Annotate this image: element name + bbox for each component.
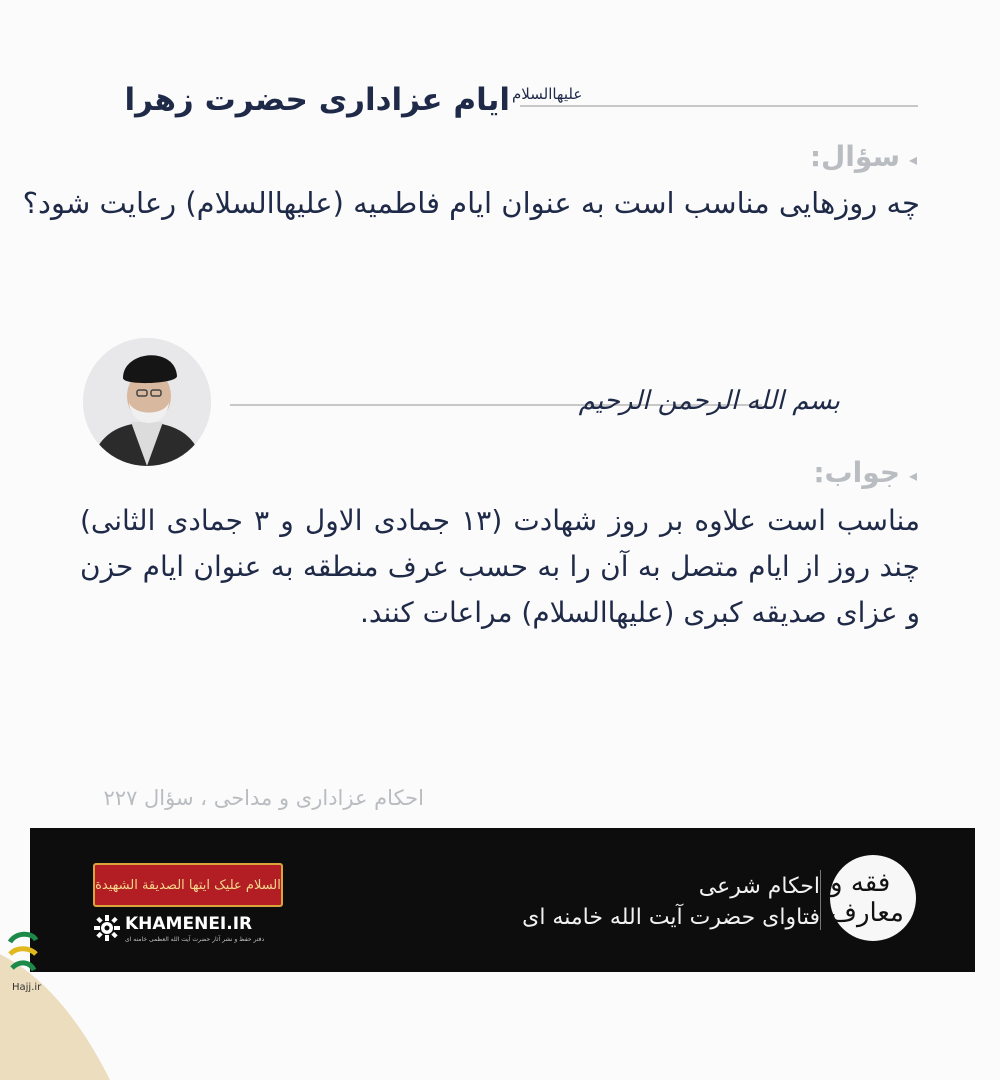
site-tagline: دفتر حفظ و نشر آثار حضرت آیت الله العظمی خامنه ای xyxy=(125,936,265,943)
watermark-site: Hajj.ir xyxy=(12,982,42,993)
greeting-banner xyxy=(93,863,283,907)
question-arrow-icon: ◂ xyxy=(908,150,917,169)
site-name: KHAMENEI.IR xyxy=(125,914,253,934)
series-logo xyxy=(830,855,916,941)
hajj-logo-icon xyxy=(6,930,40,980)
series-logo-text: فقه و معارف xyxy=(830,868,904,928)
question-label: سؤال: xyxy=(809,140,900,173)
series-subtitle: فتاوای حضرت آیت الله خامنه ای xyxy=(522,905,820,930)
greeting-text: السلام علیک ایتها الصدیقة الشهیدة xyxy=(95,877,281,893)
portrait-avatar xyxy=(83,338,211,466)
header-divider xyxy=(520,105,918,107)
page-title: ایام عزاداری حضرت زهرا xyxy=(124,82,510,118)
answer-label: جواب: xyxy=(813,456,900,489)
honorific-calligraphy: علیهاالسلام xyxy=(512,85,583,103)
footer-divider xyxy=(820,870,821,930)
series-title: احکام شرعی xyxy=(698,874,820,899)
answer-text: مناسب است علاوه بر روز شهادت (۱۳ جمادی الاول و ۳ جمادی الثانی) چند روز از ایام متصل به آن را به حسب عرف منطقه به عنوان ایام حزن و عزای صدیقه کبری (علیهاالسلام) مراعات کنند. xyxy=(80,504,920,629)
bismillah-signature: بسم الله الرحمن الرحیم xyxy=(578,386,840,416)
source-reference: احکام عزاداری و مداحی ، سؤال ۲۲۷ xyxy=(103,786,424,810)
question-text: چه روزهایی مناسب است به عنوان ایام فاطمیه (علیهاالسلام) رعایت شود؟ xyxy=(22,186,920,220)
portrait-image xyxy=(83,338,211,466)
answer-arrow-icon: ◂ xyxy=(908,466,917,485)
